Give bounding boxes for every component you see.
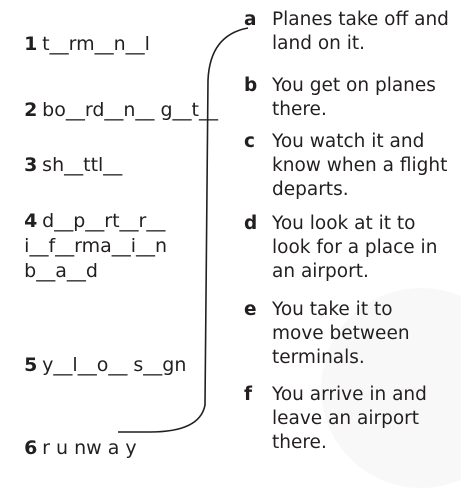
item-number: 6	[24, 437, 38, 459]
item-letter: f	[244, 384, 253, 405]
definition-line: land on it.	[272, 33, 366, 54]
definition-line: move between	[272, 323, 410, 344]
item-number: 5	[24, 354, 38, 376]
item-letter: d	[244, 213, 258, 234]
word-puzzle: sh__ttl__	[42, 154, 123, 176]
word-puzzle: t__rm__n__l	[42, 33, 150, 55]
item-letter: c	[244, 131, 255, 152]
definition-line: You take it to	[272, 299, 393, 320]
item-number: 4	[24, 210, 38, 232]
definition-line: there.	[272, 99, 327, 120]
item-number: 3	[24, 154, 38, 176]
item-letter: b	[244, 75, 258, 96]
definition-line: You look at it to	[272, 213, 416, 234]
item-number: 2	[24, 99, 38, 121]
word-puzzle-line: b__a__d	[24, 260, 98, 282]
item-letter: e	[244, 299, 257, 320]
definition-line: know when a flight	[272, 155, 448, 176]
definition-line: there.	[272, 432, 327, 453]
word-puzzle: bo__rd__n__ g__t__	[42, 99, 218, 121]
definition-line: Planes take off and	[272, 9, 449, 30]
word-puzzle-line: d__p__rt__r__	[42, 210, 166, 232]
definition-line: You watch it and	[272, 131, 425, 152]
definition-line: leave an airport	[272, 408, 420, 429]
definition-line: look for a place in	[272, 237, 438, 258]
definition-line: You get on planes	[272, 75, 436, 96]
word-puzzle: y__l__o__ s__gn	[42, 354, 187, 376]
definition-line: departs.	[272, 179, 349, 200]
definition-line: an airport.	[272, 261, 369, 282]
definition-line: You arrive in and	[272, 384, 427, 405]
word-puzzle-line: i__f__rma__i__n	[24, 235, 168, 257]
item-letter: a	[244, 9, 257, 30]
definition-line: terminals.	[272, 347, 365, 368]
item-number: 1	[24, 33, 38, 55]
word-puzzle-example: r u nw a y	[42, 437, 137, 459]
